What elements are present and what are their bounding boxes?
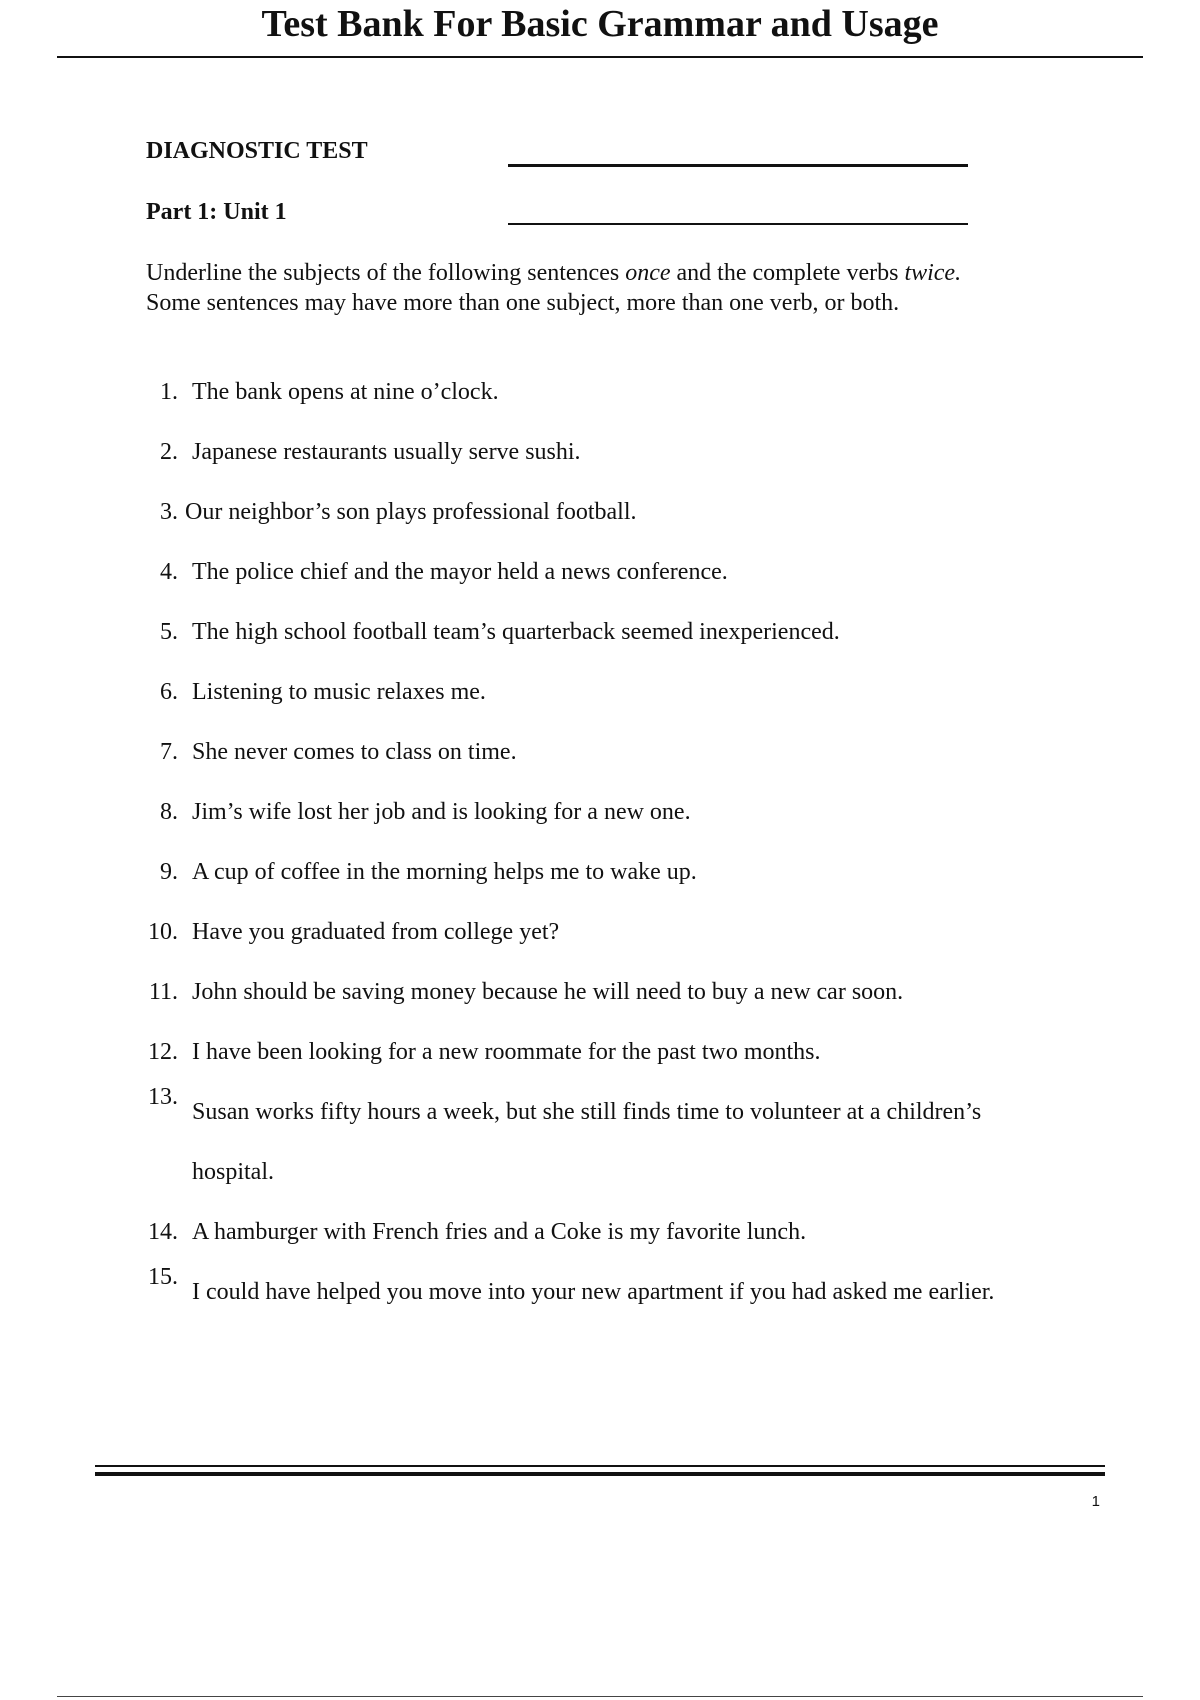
instructions-text-2: and the complete verbs — [670, 260, 905, 286]
document-title: Test Bank For Basic Grammar and Usage — [261, 3, 939, 45]
page-number: 1 — [1091, 1493, 1100, 1510]
instructions-text-3: Some sentences may have more than one subject, more than one verb, or both. — [146, 290, 900, 316]
sentence-text: Listening to music relaxes me. — [192, 679, 486, 705]
sentence-number: 12. — [148, 1039, 178, 1065]
sentence-item-10 — [146, 917, 1026, 947]
sentence-item-13 — [146, 1082, 992, 1202]
sentence-text: She never comes to class on time. — [192, 739, 517, 765]
sentence-item-4 — [146, 557, 1026, 587]
sentence-number: 9. — [160, 859, 178, 885]
sentence-text: The police chief and the mayor held a news conference. — [192, 559, 728, 585]
sentence-item-7 — [146, 737, 1026, 767]
sentence-item-3 — [146, 497, 1026, 527]
page-bottom-rule — [57, 1696, 1143, 1697]
instructions-once: once — [625, 260, 671, 286]
sentence-text: Japanese restaurants usually serve sushi. — [192, 439, 581, 465]
name-answer-line — [508, 164, 968, 167]
part-unit-label: Part 1: Unit 1 — [146, 199, 287, 225]
sentence-item-15 — [146, 1262, 1042, 1322]
instructions-twice: twice. — [904, 260, 962, 286]
sentence-text: Susan works fifty hours a week, but she still finds time to volunteer at a children’s hospital. — [192, 1099, 982, 1185]
sentence-number: 4. — [160, 559, 178, 585]
sentence-text: A cup of coffee in the morning helps me to wake up. — [192, 859, 697, 885]
sentence-item-14 — [146, 1217, 1026, 1247]
sentence-item-5 — [146, 617, 1026, 647]
sentence-text: I have been looking for a new roommate for the past two months. — [192, 1039, 821, 1065]
sentence-number: 15. — [148, 1264, 178, 1290]
diagnostic-test-label: DIAGNOSTIC TEST — [146, 138, 368, 164]
sentence-item-11 — [146, 977, 1026, 1007]
sentence-item-12 — [146, 1037, 1026, 1067]
sentence-number: 8. — [160, 799, 178, 825]
sentence-number: 5. — [160, 619, 178, 645]
sentence-item-1 — [146, 377, 1026, 407]
date-answer-line — [508, 223, 968, 225]
footer-rule-thin — [95, 1465, 1105, 1467]
sentence-number: 2. — [160, 439, 178, 465]
sentence-item-8 — [146, 797, 1026, 827]
sentence-item-6 — [146, 677, 1026, 707]
sentence-item-2 — [146, 437, 1026, 467]
sentence-text: I could have helped you move into your new apartment if you had asked me earlier. — [192, 1279, 995, 1305]
sentence-number: 11. — [148, 979, 178, 1005]
sentence-text: Our neighbor’s son plays professional football. — [185, 499, 637, 525]
sentence-text: John should be saving money because he will need to buy a new car soon. — [192, 979, 904, 1005]
instructions-text-1: Underline the subjects of the following sentences — [146, 260, 626, 286]
sentence-item-9 — [146, 857, 1026, 887]
sentence-number: 10. — [148, 919, 178, 945]
sentence-list — [146, 377, 1026, 1337]
sentence-number: 13. — [148, 1084, 178, 1110]
sentence-text: A hamburger with French fries and a Coke is my favorite lunch. — [192, 1219, 807, 1245]
sentence-text: The bank opens at nine o’clock. — [192, 379, 499, 405]
title-rule — [57, 56, 1143, 58]
sentence-text: The high school football team’s quarterback seemed inexperienced. — [192, 619, 840, 645]
instructions — [146, 258, 986, 318]
sentence-number: 14. — [148, 1219, 178, 1245]
sentence-number: 6. — [160, 679, 178, 705]
sentence-number: 7. — [160, 739, 178, 765]
sentence-text: Jim’s wife lost her job and is looking for a new one. — [192, 799, 691, 825]
footer-rule-thick — [95, 1472, 1105, 1476]
sentence-text: Have you graduated from college yet? — [192, 919, 560, 945]
sentence-number: 1. — [160, 379, 178, 405]
sentence-number: 3. — [160, 499, 178, 525]
